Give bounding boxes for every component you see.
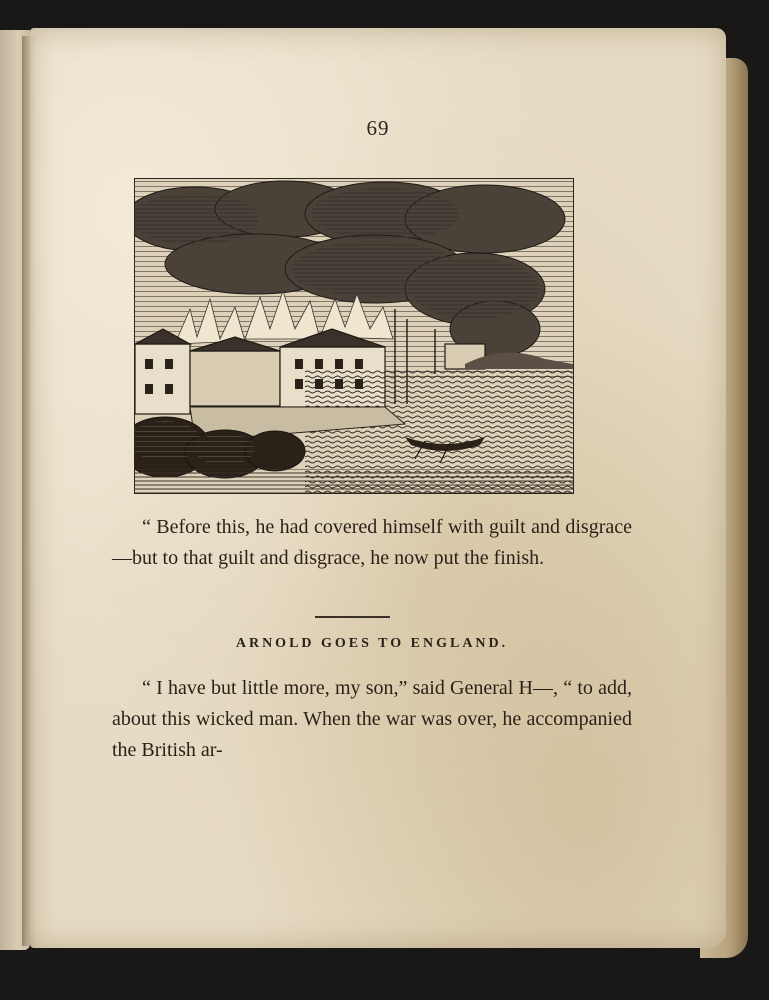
book-page — [30, 28, 726, 948]
paragraph-before-this: “ Before this, he had covered himself with guilt and disgrace—but to that guilt and disgrace, he now put the finish. — [112, 516, 632, 569]
section-divider — [315, 616, 390, 618]
engraving-burning-town-icon — [134, 178, 574, 494]
section-heading: ARNOLD GOES TO ENGLAND. — [235, 636, 509, 651]
paragraph-little-more: “ I have but little more, my son,” said General H—, “ to add, about this wicked man. When the war was over, he accompanied the British ar- — [112, 677, 632, 761]
page-number: 69 — [366, 116, 390, 140]
book-gutter-shadow — [22, 36, 36, 946]
